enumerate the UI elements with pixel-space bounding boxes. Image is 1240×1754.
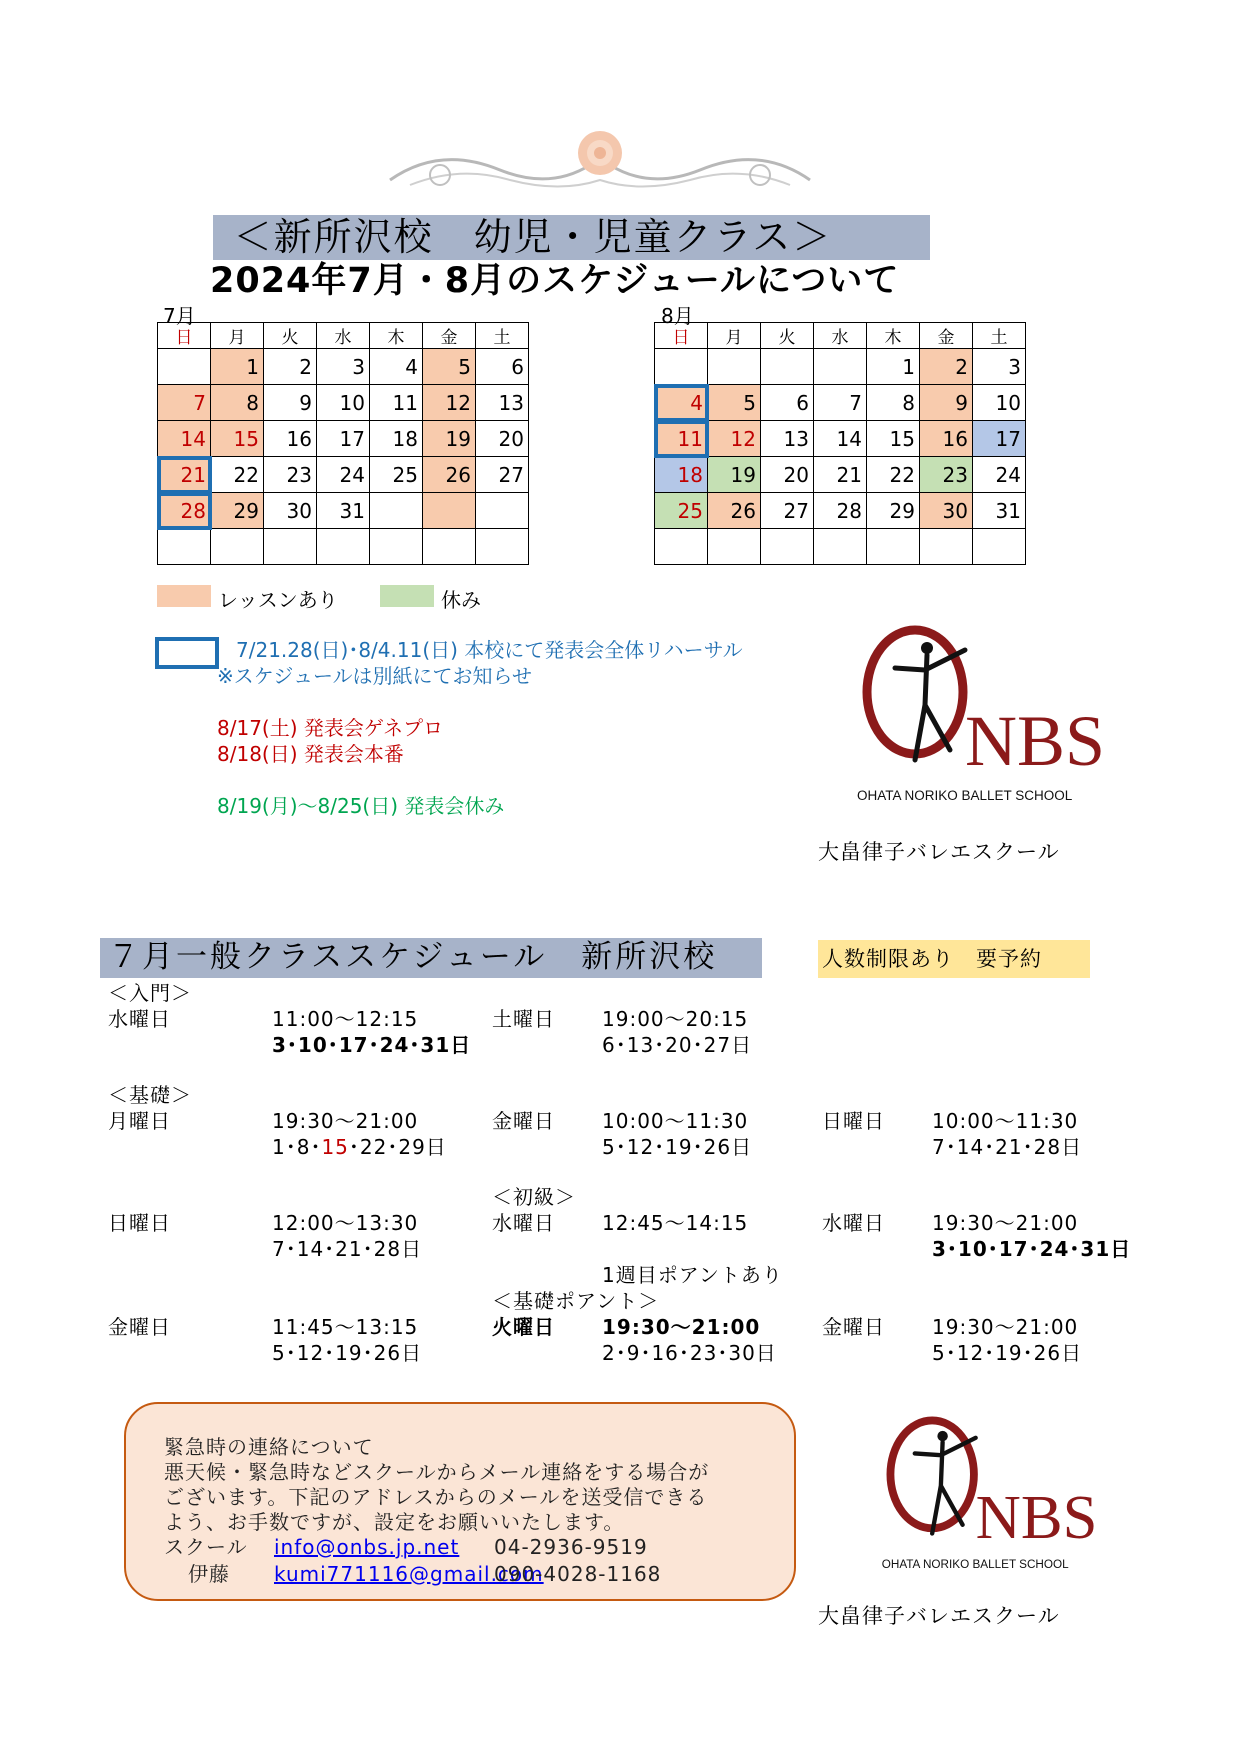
svg-text:NBS: NBS [975,1481,1098,1552]
kiso-sun-time: 10:00～11:30 [932,1109,1079,1133]
july-day-cell [264,529,317,565]
reservation-text: 人数制限あり 要予約 [822,947,1042,971]
august-day-cell: 30 [920,493,973,529]
july-day-cell: 30 [264,493,317,529]
august-label: 8月 [661,304,694,328]
july-calendar [157,322,529,565]
rose-ornament [380,125,820,200]
august-weekday: 月 [708,323,761,349]
august-day-cell: 17 [973,421,1026,457]
august-day-cell: 20 [761,457,814,493]
pointe-tue-time: 19:30～21:00 [602,1315,761,1339]
august-day-cell [761,349,814,385]
july-label: 7月 [163,304,196,328]
july-day-cell: 23 [264,457,317,493]
august-day-cell: 19 [708,457,761,493]
august-day-cell: 21 [814,457,867,493]
august-day-cell: 15 [867,421,920,457]
july-day-cell: 21 [158,457,211,493]
august-day-cell: 7 [814,385,867,421]
july-day-cell: 14 [158,421,211,457]
contact-heading: 緊急時の連絡について [164,1435,374,1459]
july-day-cell [423,493,476,529]
august-weekday: 金 [920,323,973,349]
onbs-logo-bottom [880,1400,1098,1580]
genepro-note: 8/17(土) 発表会ゲネプロ [217,716,444,740]
august-day-cell: 9 [920,385,973,421]
svg-text:NBS: NBS [965,701,1106,781]
august-day-cell: 12 [708,421,761,457]
kiso-sun2-dates: 7･14･21･28日 [272,1237,423,1261]
kiso-pointe-label: ＜基礎ポアント＞ [492,1289,660,1313]
kiso-label: ＜基礎＞ [108,1083,192,1107]
august-calendar [654,322,1026,565]
august-day-cell: 18 [655,457,708,493]
kiso-fri2-day: 金曜日 [108,1315,171,1339]
pointe-fri-day: 金曜日 [822,1315,885,1339]
august-weekday: 土 [973,323,1026,349]
august-day-cell: 14 [814,421,867,457]
july-day-cell: 15 [211,421,264,457]
august-day-cell: 25 [655,493,708,529]
august-day-cell: 10 [973,385,1026,421]
july-day-cell [423,529,476,565]
july-day-cell: 11 [370,385,423,421]
july-day-cell: 26 [423,457,476,493]
july-day-cell: 5 [423,349,476,385]
august-weekday: 木 [867,323,920,349]
august-day-cell [814,349,867,385]
logo-caption: 大畠律子バレエスクール [818,840,1060,864]
rehearsal-legend-frame [155,637,219,669]
july-day-cell: 9 [264,385,317,421]
july-day-cell [370,529,423,565]
july-day-cell: 24 [317,457,370,493]
logo-bottom-school-en: OHATA NORIKO BALLET SCHOOL [881,1558,1069,1572]
july-day-cell [211,529,264,565]
july-day-cell: 27 [476,457,529,493]
page-subtitle: 2024年7月・8月のスケジュールについて [210,261,900,301]
july-day-cell: 1 [211,349,264,385]
page-title: ＜新所沢校 幼児・児童クラス＞ [233,215,833,259]
august-day-cell [655,529,708,565]
august-day-cell: 28 [814,493,867,529]
performance-note: 8/18(日) 発表会本番 [217,742,404,766]
legend-rest-label: 休み [441,588,481,612]
general-title: ７月一般クラススケジュール 新所沢校 [108,939,718,975]
august-day-cell: 4 [655,385,708,421]
kiso-fri-dates: 5･12･19･26日 [602,1135,753,1159]
nyumon-wed-day: 水曜日 [108,1007,171,1031]
legend-lesson-swatch [157,585,211,607]
pointe-tue-dates: 2･9･16･23･30日 [602,1341,777,1365]
kiso-sun-day: 日曜日 [822,1109,885,1133]
kiso-fri-time: 10:00～11:30 [602,1109,749,1133]
shokyu-wed2-time: 19:30～21:00 [932,1211,1079,1235]
july-day-cell: 31 [317,493,370,529]
august-day-cell: 22 [867,457,920,493]
august-day-cell [708,349,761,385]
august-day-cell: 27 [761,493,814,529]
july-weekday: 木 [370,323,423,349]
july-day-cell: 7 [158,385,211,421]
july-weekday: 月 [211,323,264,349]
person-label: 伊藤 [188,1562,230,1586]
kiso-fri2-time: 11:45～13:15 [272,1315,419,1339]
nyumon-label: ＜入門＞ [108,981,192,1005]
shokyu-wed-day: 水曜日 [492,1211,555,1235]
legend-lesson-label: レッスンあり [218,588,338,612]
july-day-cell: 22 [211,457,264,493]
july-day-cell: 17 [317,421,370,457]
august-day-cell: 6 [761,385,814,421]
july-day-cell: 29 [211,493,264,529]
nyumon-sat-time: 19:00～20:15 [602,1007,749,1031]
august-day-cell: 24 [973,457,1026,493]
pointe-fri-dates: 5･12･19･26日 [932,1341,1083,1365]
kiso-mon-day: 月曜日 [108,1109,171,1133]
july-weekday: 金 [423,323,476,349]
july-day-cell [370,493,423,529]
august-day-cell [761,529,814,565]
july-day-cell: 28 [158,493,211,529]
nyumon-sat-day: 土曜日 [492,1007,555,1031]
july-day-cell: 13 [476,385,529,421]
august-weekday: 日 [655,323,708,349]
july-day-cell: 18 [370,421,423,457]
august-day-cell: 1 [867,349,920,385]
august-weekday: 火 [761,323,814,349]
august-day-cell: 29 [867,493,920,529]
nyumon-sat-dates: 6･13･20･27日 [602,1033,753,1057]
kiso-fri-day: 金曜日 [492,1109,555,1133]
contact-line-1: 悪天候・緊急時などスクールからメール連絡をする場合が [164,1460,710,1484]
shokyu-label: ＜初級＞ [492,1185,576,1209]
july-day-cell [317,529,370,565]
logo-caption-bottom: 大畠律子バレエスクール [818,1604,1060,1628]
august-day-cell [708,529,761,565]
july-day-cell [476,529,529,565]
july-day-cell: 16 [264,421,317,457]
july-weekday: 水 [317,323,370,349]
school-phone: 04-2936-9519 [494,1535,648,1559]
august-day-cell: 8 [867,385,920,421]
pointe-fri-time: 19:30～21:00 [932,1315,1079,1339]
august-day-cell [867,529,920,565]
august-day-cell: 16 [920,421,973,457]
july-day-cell: 6 [476,349,529,385]
august-weekday: 水 [814,323,867,349]
august-day-cell [814,529,867,565]
july-day-cell: 12 [423,385,476,421]
august-day-cell: 3 [973,349,1026,385]
august-day-cell: 23 [920,457,973,493]
school-email-link[interactable]: info@onbs.jp.net [274,1535,460,1559]
contact-line-3: よう、お手数ですが、設定をお願いいたします。 [164,1510,625,1534]
august-day-cell [655,349,708,385]
august-day-cell [920,529,973,565]
logo-school-en: OHATA NORIKO BALLET SCHOOL [857,788,1073,803]
schedule-note: ※スケジュールは別紙にてお知らせ [217,664,532,688]
kiso-sun-dates: 7･14･21･28日 [932,1135,1083,1159]
legend-rest-swatch [380,585,434,607]
shokyu-wed2-day: 水曜日 [822,1211,885,1235]
july-day-cell: 20 [476,421,529,457]
school-label: スクール [164,1535,248,1559]
july-weekday: 火 [264,323,317,349]
contact-line-2: ございます。下記のアドレスからのメールを送受信できる [164,1485,708,1509]
kiso-sun2-day: 日曜日 [108,1211,171,1235]
kiso-mon-dates: 1･8･15･22･29日 [272,1135,447,1159]
august-day-cell: 11 [655,421,708,457]
kiso-mon-time: 19:30～21:00 [272,1109,419,1133]
onbs-logo [855,610,1106,810]
pointe-note: 1週目ポアントあり [602,1263,783,1287]
july-day-cell [158,529,211,565]
july-day-cell: 4 [370,349,423,385]
august-day-cell: 2 [920,349,973,385]
july-day-cell [158,349,211,385]
august-day-cell: 26 [708,493,761,529]
july-day-cell: 3 [317,349,370,385]
july-day-cell [476,493,529,529]
person-phone: 090-4028-1168 [494,1562,662,1586]
august-day-cell: 31 [973,493,1026,529]
july-day-cell: 8 [211,385,264,421]
rehearsal-note: 7/21.28(日)･8/4.11(日) 本校にて発表会全体リハーサル [236,638,743,662]
august-day-cell: 5 [708,385,761,421]
july-day-cell: 2 [264,349,317,385]
july-day-cell: 10 [317,385,370,421]
july-day-cell: 19 [423,421,476,457]
pointe-tue-day: 火曜日 [492,1315,555,1339]
shokyu-wed2-dates: 3･10･17･24･31日 [932,1237,1132,1261]
kiso-sun2-time: 12:00～13:30 [272,1211,419,1235]
shokyu-wed-time: 12:45～14:15 [602,1211,749,1235]
kiso-fri2-dates: 5･12･19･26日 [272,1341,423,1365]
july-weekday: 土 [476,323,529,349]
july-weekday: 日 [158,323,211,349]
person-email-link[interactable]: kumi771116@gmail.com [274,1562,544,1586]
rest-note: 8/19(月)～8/25(日) 発表会休み [217,794,505,818]
august-day-cell [973,529,1026,565]
nyumon-wed-time: 11:00～12:15 [272,1007,419,1031]
july-day-cell: 25 [370,457,423,493]
nyumon-wed-dates: 3･10･17･24･31日 [272,1033,472,1057]
august-day-cell: 13 [761,421,814,457]
